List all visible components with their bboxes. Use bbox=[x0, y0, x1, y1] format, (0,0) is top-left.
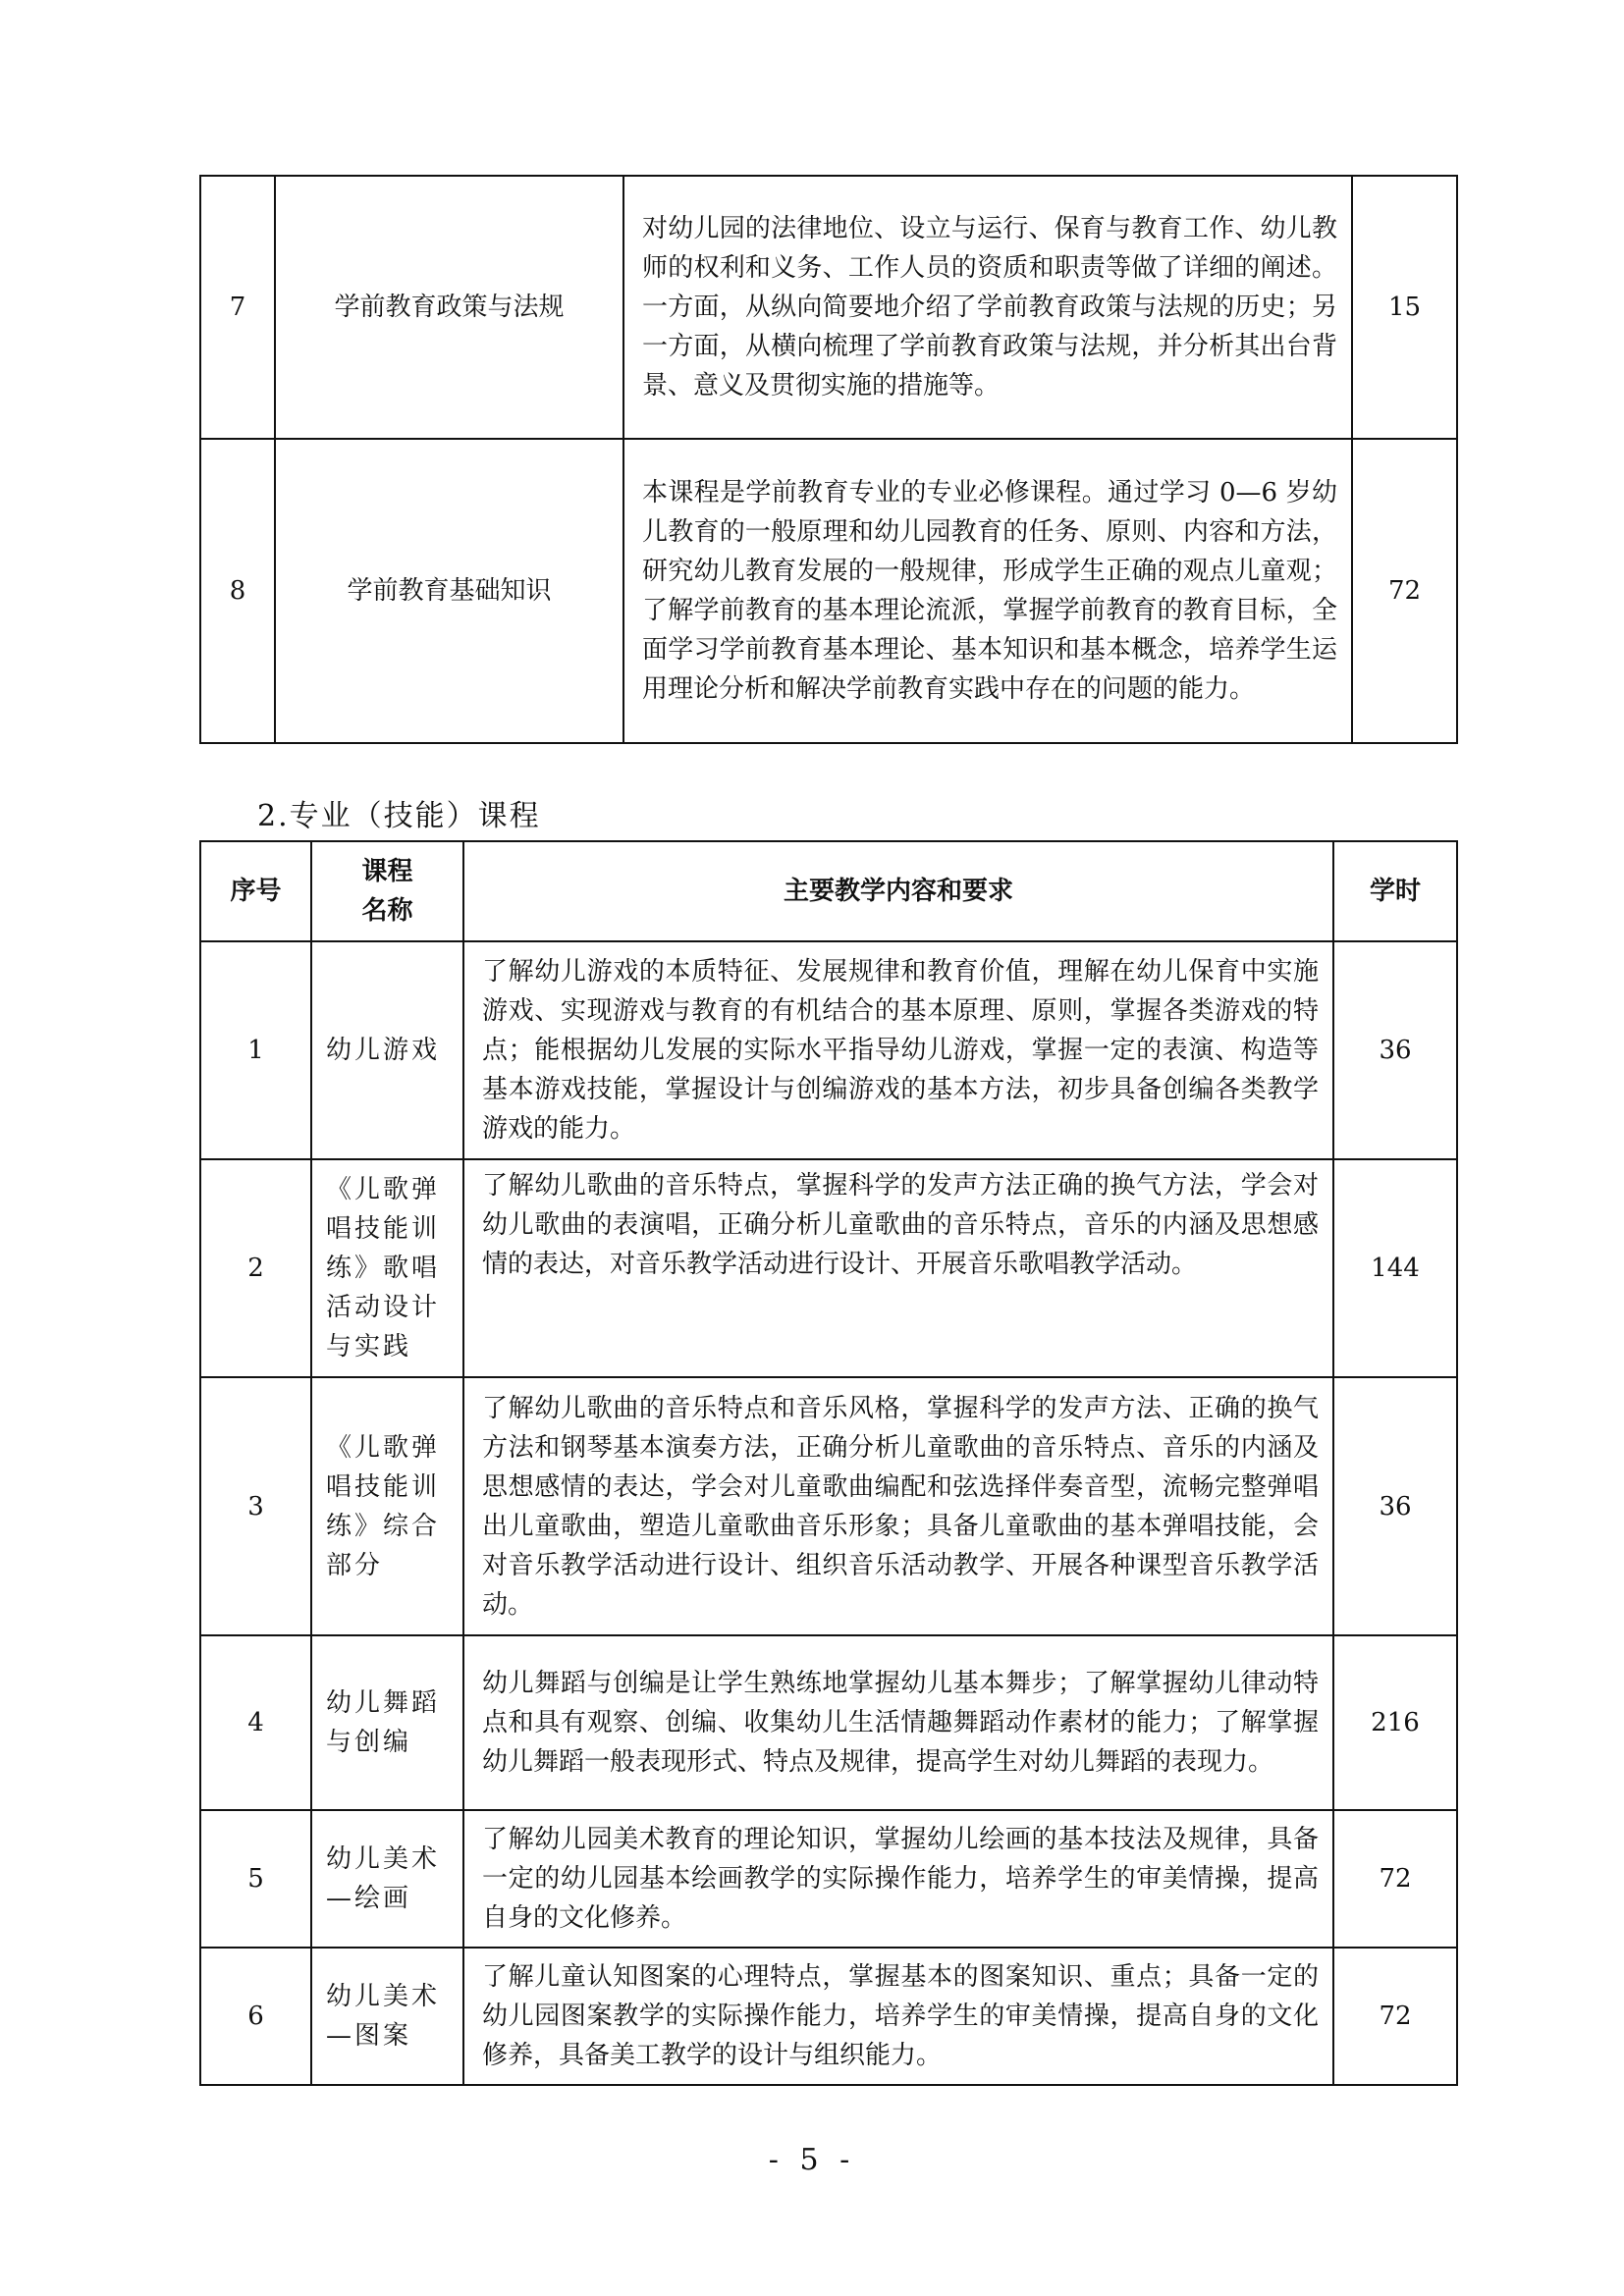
table-row bbox=[200, 1948, 1457, 2085]
course-content: 了解幼儿歌曲的音乐特点和音乐风格，掌握科学的发声方法、正确的换气方法和钢琴基本演奏方法，正确分析儿童歌曲的音乐特点、音乐的内涵及思想感情的表达，学会对儿童歌曲编配和弦选择伴奏音型，流畅完整弹唱出儿童歌曲，塑造儿童歌曲音乐形象；具备儿童歌曲的基本弹唱技能，会对音乐教学活动进行设计、组织音乐活动教学、开展各种课型音乐教学活动。 bbox=[463, 1377, 1333, 1635]
course-name: 《儿歌弹唱技能训练》综合部分 bbox=[311, 1377, 463, 1635]
header-number: 序号 bbox=[200, 841, 311, 941]
course-name: 幼儿美术—图案 bbox=[311, 1948, 463, 2085]
course-hours: 144 bbox=[1333, 1159, 1457, 1377]
table-row bbox=[200, 1810, 1457, 1948]
course-content: 对幼儿园的法律地位、设立与运行、保育与教育工作、幼儿教师的权利和义务、工作人员的资质和职责等做了详细的阐述。一方面，从纵向简要地介绍了学前教育政策与法规的历史；另一方面，从横向梳理了学前教育政策与法规，并分析其出台背景、意义及贯彻实施的措施等。 bbox=[623, 176, 1352, 439]
row-number: 5 bbox=[200, 1810, 311, 1948]
table-row bbox=[200, 1159, 1457, 1377]
course-content: 了解幼儿歌曲的音乐特点，掌握科学的发声方法正确的换气方法，学会对幼儿歌曲的表演唱，正确分析儿童歌曲的音乐特点，音乐的内涵及思想感情的表达，对音乐教学活动进行设计、开展音乐歌唱教学活动。 bbox=[463, 1159, 1333, 1377]
header-course-name: 课程名称 bbox=[311, 841, 463, 941]
header-hours: 学时 bbox=[1333, 841, 1457, 941]
course-name: 幼儿游戏 bbox=[311, 941, 463, 1159]
course-table-public bbox=[199, 175, 1458, 744]
course-hours: 36 bbox=[1333, 1377, 1457, 1635]
course-name: 学前教育基础知识 bbox=[275, 439, 623, 743]
course-hours: 36 bbox=[1333, 941, 1457, 1159]
course-name: 幼儿舞蹈与创编 bbox=[311, 1635, 463, 1810]
course-content: 了解儿童认知图案的心理特点，掌握基本的图案知识、重点；具备一定的幼儿园图案教学的实际操作能力，培养学生的审美情操，提高自身的文化修养，具备美工教学的设计与组织能力。 bbox=[463, 1948, 1333, 2085]
row-number: 1 bbox=[200, 941, 311, 1159]
table-header-row bbox=[200, 841, 1457, 941]
table-row bbox=[200, 1377, 1457, 1635]
course-hours: 72 bbox=[1352, 439, 1457, 743]
course-content: 了解幼儿园美术教育的理论知识，掌握幼儿绘画的基本技法及规律，具备一定的幼儿园基本绘画教学的实际操作能力，培养学生的审美情操，提高自身的文化修养。 bbox=[463, 1810, 1333, 1948]
row-number: 8 bbox=[200, 439, 275, 743]
header-content: 主要教学内容和要求 bbox=[463, 841, 1333, 941]
course-name: 幼儿美术—绘画 bbox=[311, 1810, 463, 1948]
row-number: 4 bbox=[200, 1635, 311, 1810]
page-number: - 5 - bbox=[768, 2143, 856, 2177]
section-title: 2.专业（技能）课程 bbox=[257, 799, 541, 833]
table-row bbox=[200, 176, 1457, 439]
course-hours: 15 bbox=[1352, 176, 1457, 439]
table-row bbox=[200, 1635, 1457, 1810]
table-row bbox=[200, 439, 1457, 743]
row-number: 2 bbox=[200, 1159, 311, 1377]
course-name: 学前教育政策与法规 bbox=[275, 176, 623, 439]
row-number: 3 bbox=[200, 1377, 311, 1635]
course-name: 《儿歌弹唱技能训练》歌唱活动设计与实践 bbox=[311, 1159, 463, 1377]
row-number: 7 bbox=[200, 176, 275, 439]
course-hours: 72 bbox=[1333, 1948, 1457, 2085]
course-content: 本课程是学前教育专业的专业必修课程。通过学习 0—6 岁幼儿教育的一般原理和幼儿园教育的任务、原则、内容和方法，研究幼儿教育发展的一般规律，形成学生正确的观点儿童观；了解学前教育的基本理论流派，掌握学前教育的教育目标，全面学习学前教育基本理论、基本知识和基本概念，培养学生运用理论分析和解决学前教育实践中存在的问题的能力。 bbox=[623, 439, 1352, 743]
course-content: 了解幼儿游戏的本质特征、发展规律和教育价值，理解在幼儿保育中实施游戏、实现游戏与教育的有机结合的基本原理、原则，掌握各类游戏的特点；能根据幼儿发展的实际水平指导幼儿游戏，掌握一定的表演、构造等基本游戏技能，掌握设计与创编游戏的基本方法，初步具备创编各类教学游戏的能力。 bbox=[463, 941, 1333, 1159]
course-hours: 72 bbox=[1333, 1810, 1457, 1948]
row-number: 6 bbox=[200, 1948, 311, 2085]
course-hours: 216 bbox=[1333, 1635, 1457, 1810]
table-row bbox=[200, 941, 1457, 1159]
course-table-professional bbox=[199, 840, 1458, 2086]
course-content: 幼儿舞蹈与创编是让学生熟练地掌握幼儿基本舞步；了解掌握幼儿律动特点和具有观察、创编、收集幼儿生活情趣舞蹈动作素材的能力；了解掌握幼儿舞蹈一般表现形式、特点及规律，提高学生对幼儿舞蹈的表现力。 bbox=[463, 1635, 1333, 1810]
